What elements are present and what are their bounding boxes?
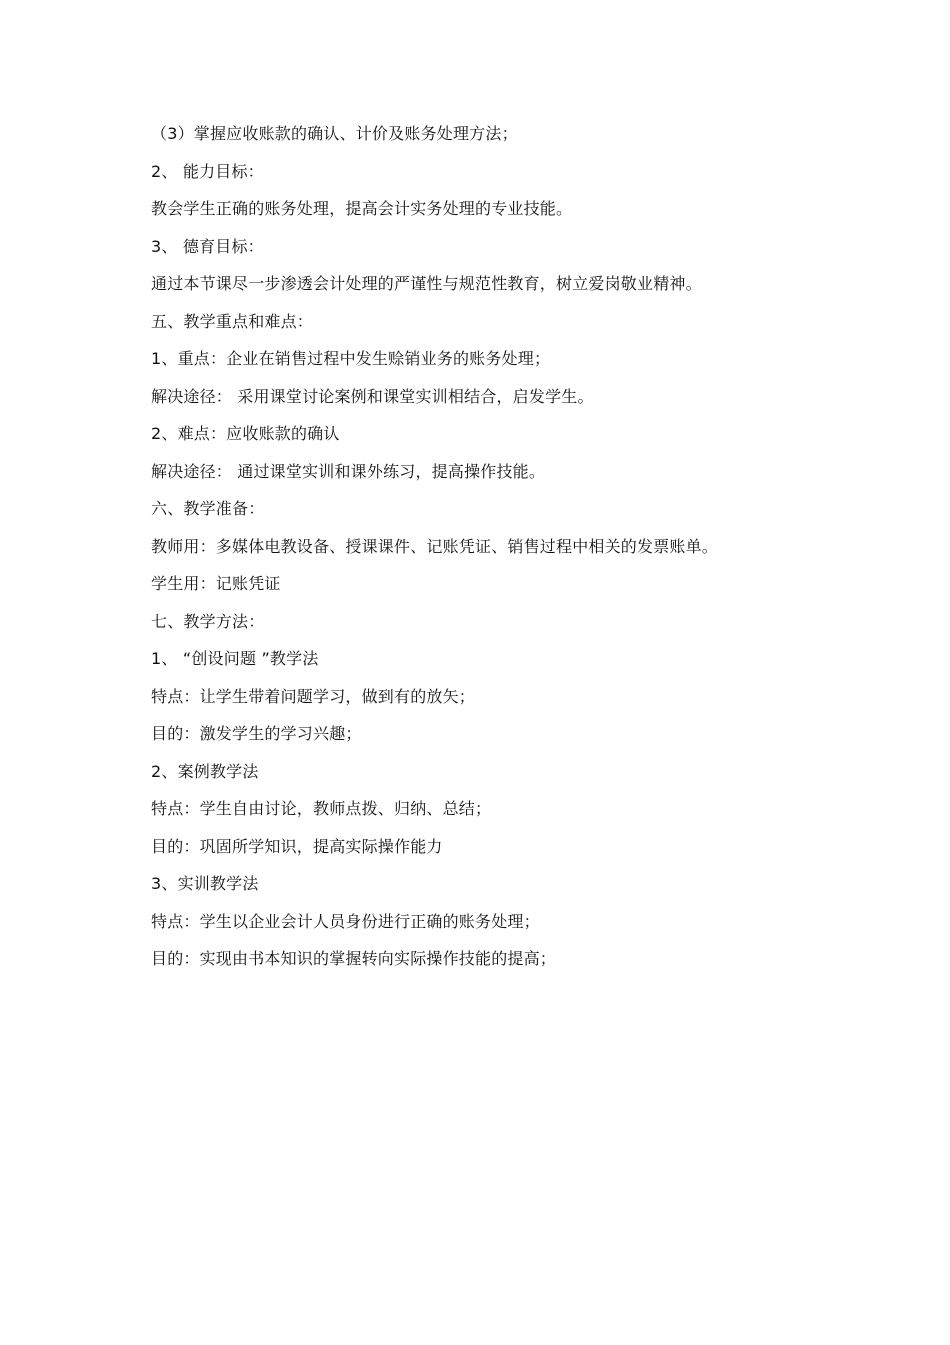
text-line-difficulty: 2、难点：应收账款的确认	[151, 424, 340, 443]
text-line-ability-goal: 教会学生正确的账务处理，提高会计实务处理的专业技能。	[151, 199, 573, 218]
text-line-key-point-solution: 解决途径： 采用课堂讨论案例和课堂实训相结合，启发学生。	[151, 386, 594, 406]
text-line-teacher-materials: 教师用：多媒体电教设备、授课课件、记账凭证、销售过程中相关的发票账单。	[151, 536, 719, 556]
text-line-method-1-feature: 特点：让学生带着问题学习，做到有的放矢；	[151, 686, 476, 706]
text-line-student-materials: 学生用：记账凭证	[151, 574, 281, 593]
section-heading-key-points: 五、教学重点和难点：	[151, 311, 314, 331]
text-line-key-point: 1、重点：企业在销售过程中发生赊销业务的账务处理；	[151, 349, 551, 368]
text-line-method-3-feature: 特点：学生以企业会计人员身份进行正确的账务处理；	[151, 911, 540, 931]
text-line-method-2-purpose: 目的：巩固所学知识，提高实际操作能力	[151, 836, 443, 856]
text-line-method-1-purpose: 目的：激发学生的学习兴趣；	[151, 724, 362, 743]
text-line-method-3-purpose: 目的：实现由书本知识的掌握转向实际操作技能的提高；	[151, 949, 557, 968]
section-heading-methods: 七、教学方法：	[151, 611, 265, 631]
heading-method-3: 3、实训教学法	[151, 874, 259, 893]
text-line-method-2-feature: 特点：学生自由讨论，教师点拨、归纳、总结；	[151, 799, 492, 818]
document-body	[151, 120, 851, 983]
text-line-difficulty-solution: 解决途径： 通过课堂实训和课外练习，提高操作技能。	[151, 461, 546, 481]
heading-moral-goal: 3、 德育目标：	[151, 236, 264, 256]
section-heading-preparation: 六、教学准备：	[151, 499, 265, 518]
text-line-objective-3: （3）掌握应收账款的确认、计价及账务处理方法；	[151, 124, 518, 143]
text-line-moral-goal: 通过本节课尽一步渗透会计处理的严谨性与规范性教育，树立爱岗敬业精神。	[151, 274, 702, 293]
heading-method-1: 1、 “创设问题 ”教学法	[151, 649, 319, 668]
heading-ability-goal: 2、 能力目标：	[151, 161, 264, 181]
heading-method-2: 2、案例教学法	[151, 761, 259, 781]
